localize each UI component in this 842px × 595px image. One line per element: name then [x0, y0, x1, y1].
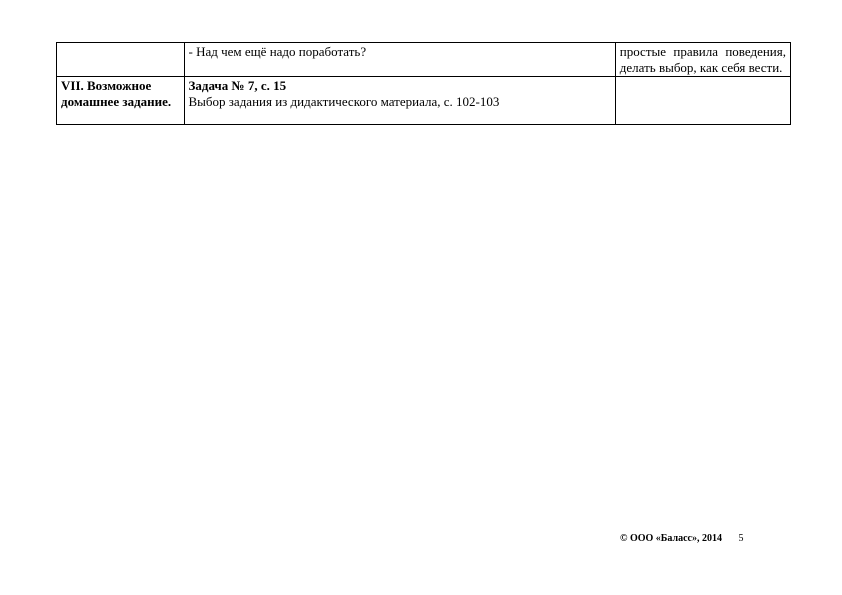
copyright-text: © ООО «Баласс», 2014: [620, 533, 722, 544]
page-number: 5: [738, 533, 744, 544]
page-footer: [620, 533, 744, 545]
table-row: [57, 43, 791, 77]
content-cell: - Над чем ещё надо поработать?: [184, 43, 615, 77]
content-cell: [184, 77, 615, 125]
lesson-table: [56, 42, 791, 125]
task-text: Выбор задания из дидактического материала, с. 102-103: [188, 94, 500, 109]
result-cell: [615, 77, 790, 125]
stage-cell: VII. Возможное домашнее задание.: [57, 77, 185, 125]
stage-cell: [57, 43, 185, 77]
task-title: Задача № 7, с. 15: [188, 78, 287, 93]
table-row: [57, 77, 791, 125]
result-cell: простые правила поведения, делать выбор, как себя вести.: [615, 43, 790, 77]
